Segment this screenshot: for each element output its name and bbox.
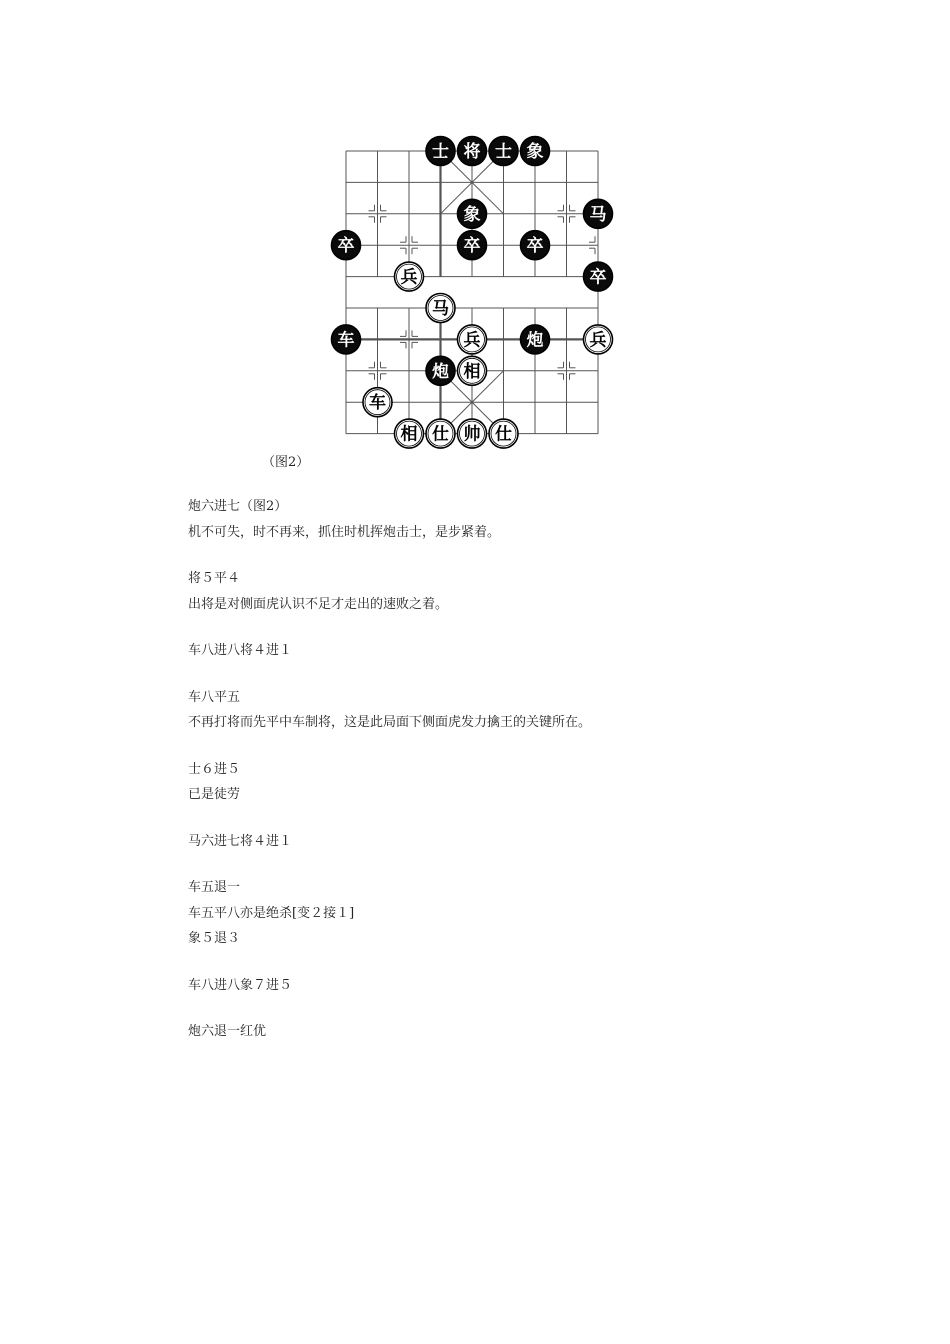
- piece-red[interactable]: [458, 356, 487, 385]
- piece-black[interactable]: [584, 262, 613, 291]
- piece-label: 相: [463, 361, 481, 382]
- piece-label: 炮: [526, 330, 544, 351]
- piece-red[interactable]: [458, 419, 487, 448]
- blank-line: [188, 664, 591, 685]
- piece-label: 帅: [463, 424, 481, 445]
- piece-label: 卒: [526, 236, 544, 257]
- text-line: 马六进七将４进１: [188, 833, 293, 849]
- piece-label: 马: [432, 299, 449, 319]
- blank-line: [188, 854, 591, 875]
- piece-black[interactable]: [521, 137, 550, 166]
- text-line: 不再打将而先平中车制将，这是此局面下侧面虎发力擒王的关键所在。: [188, 715, 592, 730]
- text-line: 机不可失，时不再来，抓住时机挥炮击士，是步紧着。: [188, 524, 501, 540]
- text-line: 车八进八将４进１: [188, 643, 293, 658]
- blank-line: [188, 998, 591, 1019]
- chess-board: [330, 134, 620, 454]
- piece-label: 士: [432, 142, 449, 162]
- piece-label: 炮: [432, 361, 449, 382]
- text-line: 象５退３: [188, 931, 241, 946]
- piece-black[interactable]: [458, 137, 487, 166]
- piece-red[interactable]: [426, 294, 455, 323]
- piece-label: 卒: [589, 267, 607, 288]
- piece-label: 马: [589, 204, 607, 225]
- annotation-text: [188, 494, 591, 1045]
- piece-red[interactable]: [363, 388, 392, 417]
- piece-black[interactable]: [426, 137, 455, 166]
- piece-label: 车: [369, 393, 386, 414]
- piece-black[interactable]: [521, 231, 550, 260]
- text-line: 车五退一: [188, 880, 241, 895]
- piece-black[interactable]: [332, 231, 361, 260]
- piece-label: 将: [463, 142, 481, 162]
- piece-red[interactable]: [489, 419, 518, 448]
- piece-label: 象: [463, 204, 481, 225]
- piece-label: 士: [495, 142, 512, 162]
- text-line: 士６进５: [188, 761, 241, 777]
- piece-black[interactable]: [332, 325, 361, 354]
- text-line: 车八进八象７进５: [188, 977, 293, 993]
- piece-label: 兵: [400, 267, 418, 288]
- blank-line: [188, 736, 591, 757]
- piece-label: 卒: [463, 236, 481, 257]
- piece-label: 仕: [495, 424, 512, 445]
- piece-label: 仕: [432, 424, 449, 445]
- text-line: 车八平五: [188, 689, 241, 705]
- text-line: 出将是对侧面虎认识不足才走出的速败之着。: [188, 596, 449, 612]
- blank-line: [188, 952, 591, 973]
- piece-red[interactable]: [395, 419, 424, 448]
- piece-black[interactable]: [458, 199, 487, 228]
- piece-red[interactable]: [395, 262, 424, 291]
- figure-caption: （图2）: [262, 455, 310, 470]
- piece-black[interactable]: [521, 325, 550, 354]
- text-line: 炮六退一红优: [188, 1024, 267, 1039]
- text-line: 将５平４: [188, 571, 241, 586]
- blank-line: [188, 617, 591, 638]
- piece-label: 卒: [337, 236, 355, 257]
- piece-red[interactable]: [584, 325, 613, 354]
- text-line: 车五平八亦是绝杀[变２接１]: [188, 905, 355, 921]
- blank-line: [188, 545, 591, 566]
- text-line: 已是徒劳: [188, 787, 241, 802]
- piece-black[interactable]: [426, 356, 455, 385]
- blank-line: [188, 808, 591, 829]
- piece-label: 兵: [463, 330, 481, 351]
- text-line: 炮六进七（图2）: [188, 499, 288, 514]
- piece-label: 兵: [589, 330, 607, 351]
- piece-black[interactable]: [584, 199, 613, 228]
- piece-label: 相: [400, 424, 418, 445]
- piece-label: 象: [526, 142, 544, 162]
- piece-red[interactable]: [458, 325, 487, 354]
- piece-black[interactable]: [489, 137, 518, 166]
- piece-black[interactable]: [458, 231, 487, 260]
- piece-red[interactable]: [426, 419, 455, 448]
- piece-label: 车: [337, 330, 355, 351]
